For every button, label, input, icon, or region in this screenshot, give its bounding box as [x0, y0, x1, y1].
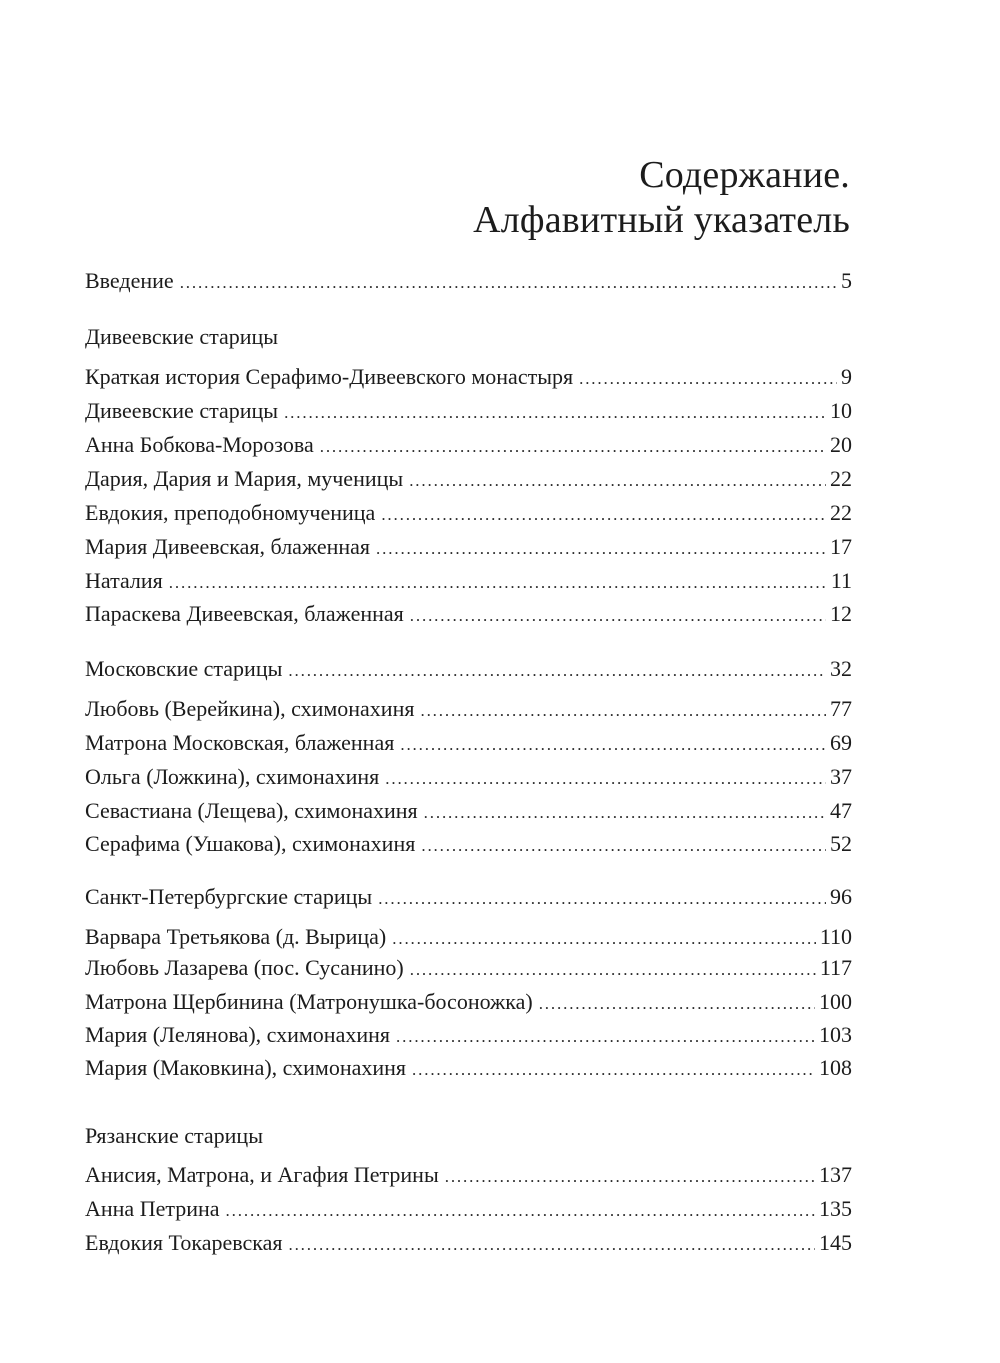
toc-entry-page: 52 [830, 831, 852, 856]
toc-entry-label: Евдокия Токаревская [85, 1230, 283, 1255]
dot-leader [180, 268, 837, 298]
toc-entry-label: Анисия, Матрона, и Агафия Петрины [85, 1162, 439, 1187]
toc-entry-page: 137 [819, 1162, 852, 1187]
dot-leader [412, 1055, 815, 1085]
toc-entry-page: 110 [819, 924, 852, 949]
page-title-line-2: Алфавитный указатель [473, 199, 850, 241]
section-heading-spb [85, 882, 852, 914]
toc-entry [85, 566, 852, 598]
toc-entry [85, 1020, 852, 1052]
toc-entry-label: Наталия [85, 568, 163, 593]
toc-entry-page: 96 [830, 884, 852, 909]
toc-entry-page: 9 [841, 364, 852, 389]
toc-entry-page: 32 [830, 656, 852, 681]
toc-entry [85, 953, 852, 985]
dot-leader [421, 831, 826, 861]
toc-entry-page: 12 [830, 601, 852, 626]
dot-leader [288, 656, 826, 686]
toc-entry [85, 1160, 852, 1192]
toc-entry-page: 117 [819, 955, 852, 980]
toc-entry-introduction [85, 266, 852, 298]
toc-entry [85, 1228, 852, 1260]
toc-entry-page: 103 [819, 1022, 852, 1047]
toc-entry-label: Анна Бобкова-Морозова [85, 432, 314, 457]
toc-entry [85, 532, 852, 564]
dot-leader [396, 1022, 815, 1052]
toc-entry-label: Анна Петрина [85, 1196, 220, 1221]
toc-entry-label: Мария (Маковкина), схимонахиня [85, 1055, 407, 1080]
toc-entry-label: Серафима (Ушакова), схимонахиня [85, 831, 416, 856]
page-title-line-1: Содержание. [639, 154, 850, 196]
toc-entry-label: Варвара Третьякова (д. Вырица) [85, 924, 387, 949]
toc-entry-page: 145 [819, 1230, 852, 1255]
toc-entry-page: 22 [830, 500, 852, 525]
toc-entry-page: 100 [819, 989, 852, 1014]
toc-entry-label: Матрона Щербинина (Матронушка-босоножка) [85, 989, 533, 1014]
toc-entry-label: Любовь Лазарева (пос. Сусанино) [85, 955, 404, 980]
toc-entry-label: Евдокия, преподобномученица [85, 500, 376, 525]
dot-leader [169, 568, 827, 598]
section-heading-ryazan: Рязанские старицы [85, 1123, 263, 1148]
toc-entry-label: Матрона Московская, блаженная [85, 730, 395, 755]
toc-entry-label: Мария (Лелянова), схимонахиня [85, 1022, 391, 1047]
toc-entry [85, 796, 852, 828]
toc-entry [85, 762, 852, 794]
toc-entry-page: 11 [830, 568, 852, 593]
dot-leader [410, 955, 816, 985]
dot-leader [400, 730, 826, 760]
toc-entry [85, 464, 852, 496]
toc-entry-page: 37 [830, 764, 852, 789]
toc-entry [85, 1053, 852, 1085]
toc-entry-page: 77 [830, 696, 852, 721]
dot-leader [392, 924, 816, 954]
toc-entry-page: 69 [830, 730, 852, 755]
dot-leader [539, 989, 815, 1019]
section-heading-label: Санкт-Петербургские старицы [85, 884, 373, 909]
dot-leader [445, 1162, 815, 1192]
dot-leader [410, 601, 826, 631]
dot-leader [381, 500, 826, 530]
toc-entry [85, 987, 852, 1019]
toc-entry-label: Дария, Дария и Мария, мученицы [85, 466, 404, 491]
toc-entry-page: 5 [841, 268, 852, 293]
dot-leader [579, 364, 837, 394]
toc-entry [85, 498, 852, 530]
toc-entry [85, 362, 852, 394]
toc-entry-page: 108 [819, 1055, 852, 1080]
toc-entry-label: Мария Дивеевская, блаженная [85, 534, 371, 559]
toc-entry-label: Ольга (Ложкина), схимонахиня [85, 764, 380, 789]
toc-entry-page: 10 [830, 398, 852, 423]
toc-entry-label: Параскева Дивеевская, блаженная [85, 601, 404, 626]
dot-leader [385, 764, 826, 794]
toc-entry-label: Краткая история Серафимо-Дивеевского монастыря [85, 364, 574, 389]
toc-entry-page: 22 [830, 466, 852, 491]
toc-entry-label: Введение [85, 268, 174, 293]
toc-entry [85, 728, 852, 760]
dot-leader [409, 466, 826, 496]
dot-leader [284, 398, 826, 428]
dot-leader [420, 696, 826, 726]
dot-leader [226, 1196, 815, 1226]
dot-leader [378, 884, 826, 914]
dot-leader [288, 1230, 815, 1260]
toc-entry-page: 135 [819, 1196, 852, 1221]
toc-entry-label: Любовь (Верейкина), схимонахиня [85, 696, 415, 721]
toc-entry-label: Севастиана (Лещева), схимонахиня [85, 798, 418, 823]
toc-entry-page: 20 [830, 432, 852, 457]
section-heading-moscow [85, 654, 852, 686]
section-heading-diveevo: Дивеевские старицы [85, 324, 279, 349]
toc-entry-label: Дивеевские старицы [85, 398, 279, 423]
toc-entry [85, 396, 852, 428]
toc-entry-page: 47 [830, 798, 852, 823]
dot-leader [424, 798, 826, 828]
toc-entry [85, 829, 852, 861]
toc-entry [85, 599, 852, 631]
section-heading-label: Московские старицы [85, 656, 283, 681]
toc-entry [85, 1194, 852, 1226]
toc-entry [85, 922, 852, 954]
toc-entry-page: 17 [830, 534, 852, 559]
dot-leader [320, 432, 826, 462]
toc-entry [85, 430, 852, 462]
toc-entry [85, 694, 852, 726]
dot-leader [376, 534, 826, 564]
